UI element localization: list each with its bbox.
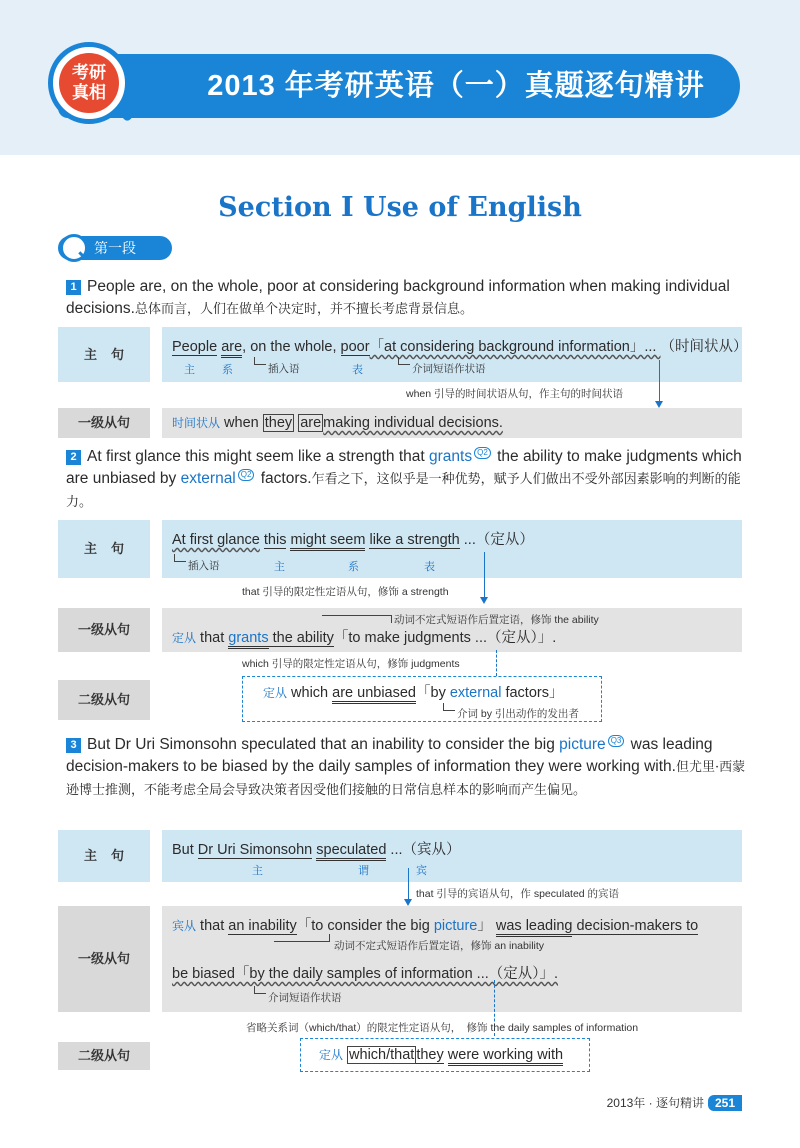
section-title: Section Ⅰ Use of English xyxy=(218,192,582,223)
page-title: 2013 年考研英语（一）真题逐句精讲 xyxy=(207,70,705,102)
keyword-picture: picture xyxy=(433,918,478,934)
verb: were working with xyxy=(448,1047,563,1066)
question-marker: Q2 xyxy=(238,469,255,481)
sentence-en-2: the ability to make judgments which are unbiased by xyxy=(66,448,742,487)
arrow-down xyxy=(659,360,660,406)
subject: People xyxy=(172,339,218,355)
badge-text xyxy=(59,53,119,113)
role-subject: 主 xyxy=(252,865,263,877)
label-main: 主句 xyxy=(58,327,150,382)
bracket-mark xyxy=(274,934,330,942)
main-clause-box xyxy=(162,830,742,882)
subject: they xyxy=(416,1047,444,1063)
magnifier-badge-icon xyxy=(48,42,130,124)
prep-phrase: 「at considering background information」... xyxy=(369,339,661,355)
object: the ability xyxy=(268,630,334,646)
note-that-clause: that 引导的限定性定语从句，修饰 a strength xyxy=(242,586,449,598)
clause-type: 时间状从 xyxy=(172,416,221,430)
page-footer xyxy=(607,1094,742,1111)
clause-tag: ...（宾从） xyxy=(386,842,461,858)
sub2-clause-box xyxy=(242,676,602,722)
clause-type: 定从 xyxy=(319,1048,344,1062)
label-main: 主句 xyxy=(58,830,150,882)
clause-tag: ...（定从） xyxy=(459,532,534,548)
note-which-clause: which 引导的限定性定语从句，修饰 judgments xyxy=(242,658,460,670)
sentence-1 xyxy=(66,276,746,321)
page-number: 251 xyxy=(708,1095,742,1111)
note-relative-clause: 省略关系词（which/that）的限定性定语从句， 修饰 the daily samples of information xyxy=(246,1022,639,1034)
sub-clause-line xyxy=(172,626,556,647)
conjunction: when xyxy=(220,415,263,431)
role-predicative: 表 xyxy=(424,561,435,573)
main-clause-box xyxy=(162,520,742,578)
label-sub1: 一级从句 xyxy=(58,608,150,652)
predicate-continuation: be biased「by the daily samples of information ...（定从）」. xyxy=(172,966,559,982)
keyword-external: external xyxy=(449,685,502,701)
main-clause-line xyxy=(172,335,748,356)
role-predicative: 表 xyxy=(352,364,363,376)
prep-close: factors」 xyxy=(501,685,564,701)
title-banner xyxy=(58,54,740,118)
main-clause-box xyxy=(162,327,748,382)
hook-mark xyxy=(398,357,410,365)
label-sub2: 二级从句 xyxy=(58,1042,150,1070)
sub-clause-box xyxy=(162,608,742,652)
sub2-clause-line xyxy=(263,681,563,702)
role-insertion: 插入语 xyxy=(188,560,220,572)
insertion: At first glance xyxy=(172,532,260,548)
object: decision-makers to xyxy=(572,918,699,934)
relative-pronoun: which xyxy=(287,685,333,701)
sentence-number: 3 xyxy=(66,738,81,753)
sub2-clause-box xyxy=(300,1038,590,1072)
clause-tag: （时间状从） xyxy=(660,339,748,355)
sub2-clause-line xyxy=(319,1046,563,1063)
insertion: , on the whole, xyxy=(242,339,341,355)
bracket-mark xyxy=(322,615,392,623)
conjunction: But xyxy=(172,842,198,858)
question-marker: Q2 xyxy=(474,447,491,459)
sentence-en: People are, on the whole, poor at considering background information when making individual decisions. xyxy=(66,278,730,317)
conjunction: that xyxy=(196,918,229,934)
role-object: 宾 xyxy=(416,865,427,877)
badge-line2: 真相 xyxy=(72,83,106,102)
hook-mark xyxy=(443,703,455,711)
predicative: like a strength xyxy=(369,532,460,548)
sub-clause-line xyxy=(172,414,503,431)
note-infinitive: 动词不定式短语作后置定语，修饰 the ability xyxy=(394,614,599,626)
role-subject: 主 系 xyxy=(184,364,241,376)
sentence-zh: 总体而言，人们在做单个决定时，并不擅长考虑背景信息。 xyxy=(134,302,473,317)
sub-clause-line-1 xyxy=(172,914,698,935)
sub-clause-line-2 xyxy=(172,962,558,983)
label-main: 主句 xyxy=(58,520,150,578)
sub-clause-box xyxy=(162,906,742,1012)
dashed-connector xyxy=(496,650,497,676)
badge-line1: 考研 xyxy=(72,63,106,82)
role-subject: 主 xyxy=(274,561,285,573)
footer-text: 2013年 · 逐句精讲 xyxy=(606,1096,704,1110)
verb: was leading xyxy=(496,918,573,937)
question-marker: Q3 xyxy=(608,735,625,747)
sentence-en-2: was leading decision-makers to be biased by the daily samples of information they were working with. xyxy=(66,736,713,775)
sentence-zh: 但尤里·西蒙逊博士推测，不能考虑全局会导致决策者因受他们接触的日常信息样本的影响而产生偏见。 xyxy=(66,760,746,798)
note-prep-phrase: 介词短语作状语 xyxy=(268,992,342,1004)
label-sub2: 二级从句 xyxy=(58,680,150,720)
hook-mark xyxy=(254,357,266,365)
arrow-down xyxy=(484,552,485,602)
sentence-en-1: At first glance this might seem like a strength that xyxy=(87,448,430,465)
predicative: poor xyxy=(340,339,370,355)
role-verb: 系 xyxy=(348,561,359,573)
hook-mark xyxy=(174,554,186,562)
sentence-2 xyxy=(66,446,746,514)
sentence-en-3: factors. xyxy=(256,470,312,487)
linking-verb: are xyxy=(221,339,242,358)
verb: are xyxy=(300,415,322,431)
infinitive-phrase: 「to make judgments ...（定从）」. xyxy=(333,630,557,646)
keyword-external: external xyxy=(180,470,236,487)
role-prep-phrase: 介词短语作状语 xyxy=(412,363,486,375)
note-by-phrase: 介词 by 引出动作的发出者 xyxy=(457,708,579,720)
clause-type: 定从 xyxy=(172,631,197,645)
role-insertion: 插入语 xyxy=(268,363,300,375)
sub-clause-box xyxy=(162,408,742,438)
main-clause-line xyxy=(172,528,534,549)
bracket-close: 」 xyxy=(477,918,492,934)
verb: are unbiased xyxy=(332,685,416,704)
paragraph-label: 第一段 xyxy=(58,236,172,260)
hook-mark xyxy=(254,986,266,994)
sentence-zh: 乍看之下，这似乎是一种优势，赋予人们做出不受外部因素影响的判断的能力。 xyxy=(66,472,741,510)
clause-type: 宾从 xyxy=(172,919,197,933)
main-clause-line xyxy=(172,838,461,859)
subject: Dr Uri Simonsohn xyxy=(197,842,313,858)
object: making individual decisions. xyxy=(323,415,503,431)
prep-open: 「by xyxy=(416,685,450,701)
keyword-picture: picture xyxy=(559,736,606,753)
note-when-clause: when 引导的时间状语从句，作主句的时间状语 xyxy=(406,388,624,400)
arrow-down xyxy=(408,868,409,904)
label-sub1: 一级从句 xyxy=(58,906,150,1012)
omitted-relative: which/that xyxy=(349,1047,415,1063)
note-that-clause: that 引导的宾语从句，作 speculated 的宾语 xyxy=(416,888,620,900)
role-verb: 谓 xyxy=(358,865,369,877)
keyword-grants: grants xyxy=(429,448,473,465)
infinitive-phrase: 「to consider the big xyxy=(296,918,434,934)
relative-pronoun: that xyxy=(196,630,229,646)
clause-type: 定从 xyxy=(263,686,288,700)
linking-verb: might seem xyxy=(290,532,365,551)
subject: this xyxy=(263,532,287,548)
verb: speculated xyxy=(316,842,386,861)
sentence-3 xyxy=(66,734,746,802)
note-infinitive: 动词不定式短语作后置定语，修饰 an inability xyxy=(334,940,545,952)
subject: they xyxy=(264,415,293,431)
verb-grants: grants xyxy=(228,630,268,649)
label-sub1: 一级从句 xyxy=(58,408,150,438)
sentence-number: 2 xyxy=(66,450,81,465)
sentence-en-1: But Dr Uri Simonsohn speculated that an inability to consider the big xyxy=(87,736,560,753)
subject: an inability xyxy=(228,918,297,934)
sentence-number: 1 xyxy=(66,280,81,295)
search-icon xyxy=(60,234,88,262)
